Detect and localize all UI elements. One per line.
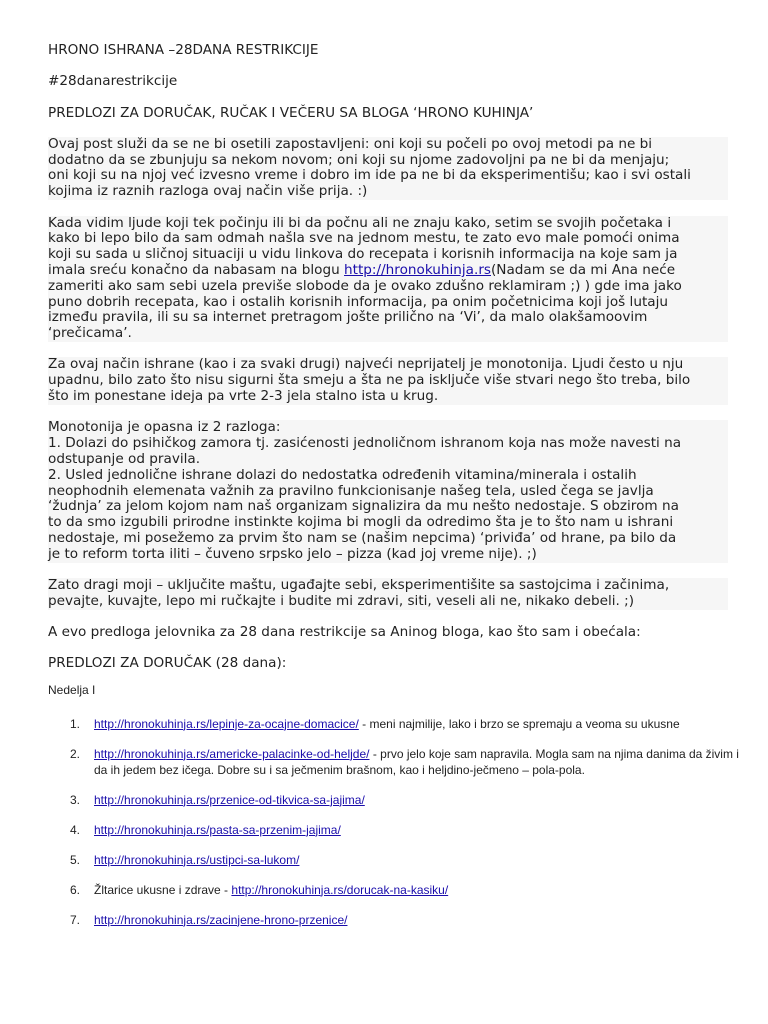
paragraph-line: Kada vidim ljude koji tek počinju ili bi da počnu ali ne znaju kako, setim se svojih početaka i — [48, 216, 728, 232]
paragraph-line: odstupanje od pravila. — [48, 452, 728, 468]
paragraph-line: je to reform torta iliti – čuveno srpsko jelo – pizza (kad joj vreme nije). ;) — [48, 547, 728, 563]
paragraph-line: između pravila, ili su sa internet pretragom jošte prilično na ‘Vi’, da malo olakšamoovim — [48, 310, 728, 326]
recipe-link[interactable]: http://hronokuhinja.rs/americke-palacinke-od-heljde/ — [94, 746, 370, 761]
recipe-link[interactable]: http://hronokuhinja.rs/dorucak-na-kasiku/ — [231, 882, 449, 897]
paragraph-line: oni koji su na njoj već izvesno vreme i dobro im ide pa ne bi da eksperimentišu; kao i svi ostali — [48, 168, 728, 184]
recipe-link[interactable]: http://hronokuhinja.rs/zacinjene-hrono-przenice/ — [94, 912, 348, 927]
paragraph-line: što im ponestane ideja pa vrte 2-3 jela stalno ista u krug. — [48, 389, 728, 405]
document-page — [48, 42, 739, 942]
paragraph-line: Za ovaj način ishrane (kao i za svaki drugi) najveći neprijatelj je monotonija. Ljudi često u nju — [48, 357, 728, 373]
paragraph-line: kojima iz raznih razloga ovaj način više prija. :) — [48, 184, 728, 200]
doc-subtitle: PREDLOZI ZA DORUČAK, RUČAK I VEČERU SA BLOGA ‘HRONO KUHINJA’ — [48, 104, 534, 121]
paragraph-line: 1. Dolazi do psihičkog zamora tj. zasićenosti jednoličnom ishranom koja nas može navesti na — [48, 436, 728, 452]
paragraph-line: koji su sada u sličnoj situaciji u vidu linkova do recepata i korisnih informacija na koje sam ja — [48, 247, 728, 263]
paragraph-line: neophodnih elemenata važnih za pravilno funkcionisanje našeg tela, usled čega se javlja — [48, 484, 728, 500]
list-item: 6. Žltarice ukusne i zdrave - http://hronokuhinja.rs/dorucak-na-kasiku/ — [70, 882, 449, 897]
paragraph-reasons — [48, 420, 728, 562]
paragraph-intro — [48, 137, 728, 200]
paragraph-line: zameriti ako sam sebi uzela previše slobode da je ovako zdušno reklamiram ;) ) gde ima jako — [48, 279, 728, 295]
blog-link[interactable]: http://hronokuhinja.rs — [344, 261, 491, 278]
paragraph-line: imala sreću konačno da nabasam na blogu http://hronokuhinja.rs(Nadam se da mi Ana neće — [48, 263, 728, 279]
paragraph-motivation — [48, 216, 728, 342]
paragraph-line: nedostaje, mi posežemo za prvim što nam se (našim nepcima) ‘priviđa’ od hrane, pa bilo da — [48, 531, 728, 547]
list-item: 2. http://hronokuhinja.rs/americke-palacinke-od-heljde/ - prvo jelo koje sam napravila. Mogla sam na njima danima da živim i da ih jedem bez ičega. Dobre su i sa ječmenim brašnom, kao i heljdino-ječmeno – pola-pola. — [70, 746, 739, 777]
list-item: 7. http://hronokuhinja.rs/zacinjene-hrono-przenice/ — [70, 912, 348, 927]
paragraph-monotony — [48, 357, 728, 404]
recipe-link[interactable]: http://hronokuhinja.rs/lepinje-za-ocajne-domacice/ — [94, 716, 359, 731]
list-item: 4. http://hronokuhinja.rs/pasta-sa-przenim-jajima/ — [70, 822, 341, 837]
paragraph-line: pevajte, kuvajte, lepo mi ručkajte i budite mi zdravi, siti, veseli ali ne, nikako debeli. ;) — [48, 594, 728, 610]
paragraph-line: kako bi lepo bilo da sam odmah našla sve na jednom mestu, te zato evo male pomoći onima — [48, 231, 728, 247]
paragraph-line: ‘žudnja’ za jelom kojom nam naš organizam signalizira da mu nešto nedostaje. S obzirom na — [48, 499, 728, 515]
paragraph-line: puno dobrih recepata, kao i ostalih korisnih informacija, pa onim početnicima koji još lutaju — [48, 295, 728, 311]
list-item: 3. http://hronokuhinja.rs/przenice-od-tikvica-sa-jajima/ — [70, 792, 365, 807]
recipe-link[interactable]: http://hronokuhinja.rs/przenice-od-tikvica-sa-jajima/ — [94, 792, 365, 807]
paragraph-line: dodatno da se zbunjuju sa nekom novom; oni koji su njome zadovoljni pa ne bi da menjaju; — [48, 153, 728, 169]
paragraph-encouragement — [48, 578, 728, 610]
paragraph-line: Monotonija je opasna iz 2 razloga: — [48, 420, 728, 436]
recipe-link[interactable]: http://hronokuhinja.rs/pasta-sa-przenim-jajima/ — [94, 822, 341, 837]
paragraph-line: Zato dragi moji – uključite maštu, ugađajte sebi, eksperimentišite sa sastojcima i začinima, — [48, 578, 728, 594]
recipe-link[interactable]: http://hronokuhinja.rs/ustipci-sa-lukom/ — [94, 852, 300, 867]
list-item: 5. http://hronokuhinja.rs/ustipci-sa-lukom/ — [70, 852, 300, 867]
paragraph-line: upadnu, bilo zato što nisu sigurni šta smeju a šta ne pa isključe više stvari nego što treba, bilo — [48, 373, 728, 389]
week-label: Nedelja I — [48, 682, 96, 697]
hashtag: #28danarestrikcije — [48, 73, 178, 90]
breakfast-list — [48, 716, 739, 928]
doc-title: HRONO ISHRANA –28DANA RESTRIKCIJE — [48, 42, 319, 58]
paragraph-line: ‘prečicama’. — [48, 326, 728, 342]
list-item: 1. http://hronokuhinja.rs/lepinje-za-ocajne-domacice/ - meni najmilije, lako i brzo se spremaju a veoma su ukusne — [70, 716, 680, 731]
paragraph-line: to da smo izgubili prirodne instinkte kojima bi mogli da odredimo šta je to što nam u ishrani — [48, 515, 728, 531]
breakfast-heading: PREDLOZI ZA DORUČAK (28 dana): — [48, 655, 287, 672]
paragraph-line: 2. Usled jednolične ishrane dolazi do nedostatka određenih vitamina/minerala i ostalih — [48, 468, 728, 484]
paragraph-menu-intro: A evo predloga jelovnika za 28 dana restrikcije sa Aninog bloga, kao što sam i obećala: — [48, 624, 641, 641]
paragraph-line: Ovaj post služi da se ne bi osetili zapostavljeni: oni koji su počeli po ovoj metodi pa ne bi — [48, 137, 728, 153]
